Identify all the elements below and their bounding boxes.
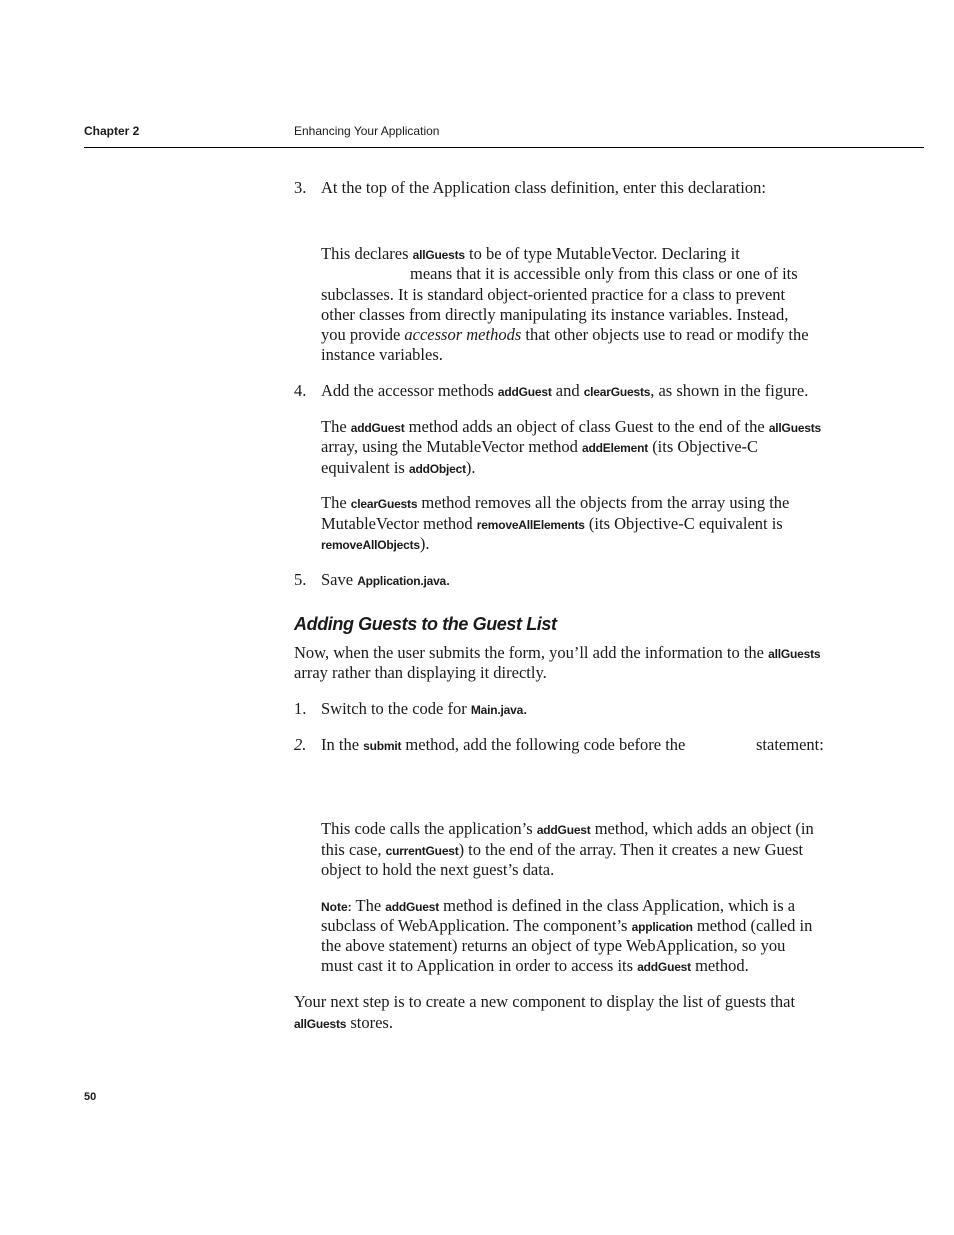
note-line: must cast it to Application in order to access its addGuest method. xyxy=(321,956,749,975)
note-line: the above statement) returns an object of type WebApplication, so you xyxy=(321,936,786,955)
paragraph-line: you provide accessor methods that other objects use to read or modify the xyxy=(321,325,809,344)
step-number: 3. xyxy=(294,178,307,197)
paragraph-line: equivalent is addObject). xyxy=(321,458,476,477)
paragraph-line: allGuests stores. xyxy=(294,1013,393,1032)
paragraph-line: array rather than displaying it directly. xyxy=(294,663,547,682)
header-rule xyxy=(84,147,924,148)
paragraph-line: This code calls the application’s addGuest method, which adds an object (in xyxy=(321,819,814,838)
step-number: 5. xyxy=(294,570,307,589)
step-number: 2. xyxy=(294,735,307,754)
paragraph-line: The clearGuests method removes all the objects from the array using the xyxy=(321,493,790,512)
paragraph-line: other classes from directly manipulating its instance variables. Instead, xyxy=(321,305,789,324)
step-text: Save Application.java. xyxy=(321,570,451,589)
chapter-label: Chapter 2 xyxy=(84,124,140,138)
paragraph-line: subclasses. It is standard object-oriented practice for a class to prevent xyxy=(321,285,786,304)
paragraph-line: means that it is accessible only from this class or one of its xyxy=(410,264,798,283)
paragraph-line: MutableVector method removeAllElements (its Objective-C equivalent is xyxy=(321,514,783,533)
note-line: Note: The addGuest method is defined in the class Application, which is a xyxy=(321,896,796,915)
page-number: 50 xyxy=(84,1091,97,1103)
note-line: subclass of WebApplication. The component’s application method (called in xyxy=(321,916,813,935)
note-label: Note: xyxy=(321,900,352,914)
paragraph-line: object to hold the next guest’s data. xyxy=(321,860,555,879)
step-text: In the submit method, add the following code before the xyxy=(321,735,686,754)
paragraph-line: instance variables. xyxy=(321,345,443,364)
section-heading: Adding Guests to the Guest List xyxy=(294,614,557,634)
step-text: Add the accessor methods addGuest and clearGuests, as shown in the figure. xyxy=(321,381,809,400)
chapter-title: Enhancing Your Application xyxy=(294,124,440,138)
step-text-end: statement: xyxy=(756,735,824,754)
paragraph-line: this case, currentGuest) to the end of the array. Then it creates a new Guest xyxy=(321,840,804,859)
step-text: Switch to the code for Main.java. xyxy=(321,699,528,718)
paragraph-line: array, using the MutableVector method addElement (its Objective-C xyxy=(321,437,759,456)
paragraph-line: removeAllObjects). xyxy=(321,534,430,553)
step-text: At the top of the Application class definition, enter this declaration: xyxy=(321,178,766,197)
paragraph-line: This declares allGuests to be of type MutableVector. Declaring it xyxy=(321,244,740,263)
paragraph-line: Now, when the user submits the form, you’ll add the information to the allGuests xyxy=(294,643,821,662)
paragraph-line: Your next step is to create a new component to display the list of guests that xyxy=(294,992,796,1011)
step-number: 1. xyxy=(294,699,307,718)
paragraph-line: The addGuest method adds an object of class Guest to the end of the allGuests xyxy=(321,417,822,436)
step-number: 4. xyxy=(294,381,307,400)
